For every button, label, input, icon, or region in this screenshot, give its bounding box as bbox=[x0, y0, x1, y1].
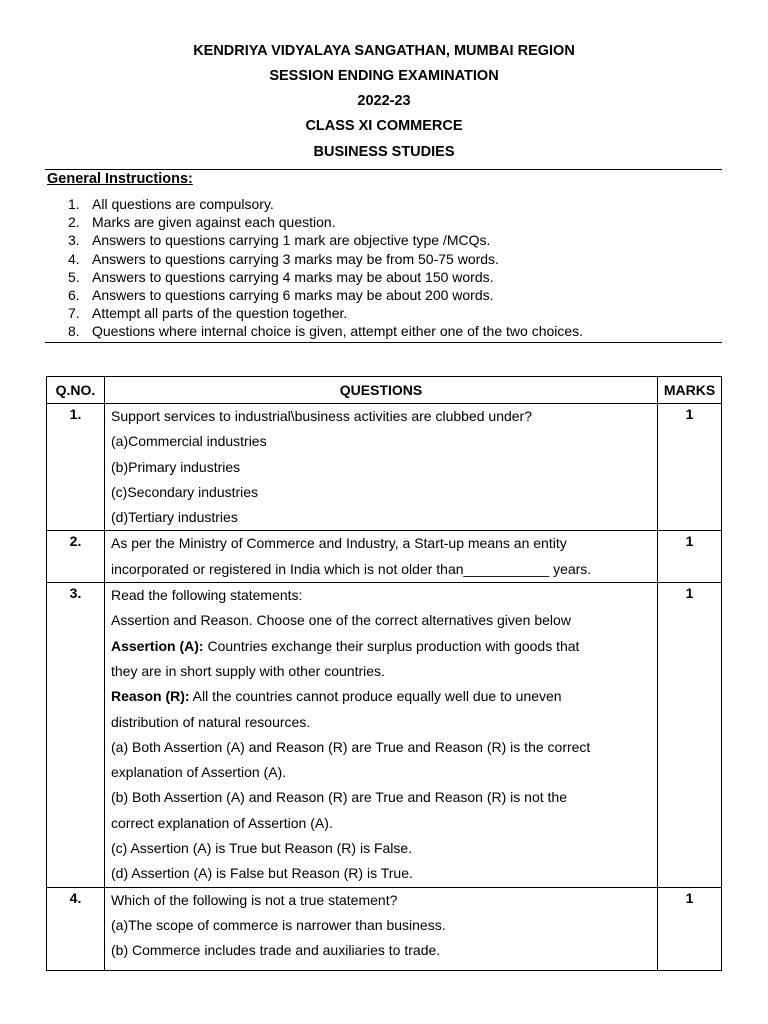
option-line: (a) Both Assertion (A) and Reason (R) are True and Reason (R) is the correct bbox=[111, 738, 591, 755]
instructions-list bbox=[68, 195, 583, 341]
reason-label: Reason (R): bbox=[111, 688, 190, 705]
question-number: 2. bbox=[47, 531, 105, 583]
question-text bbox=[105, 583, 658, 888]
exam-name: SESSION ENDING EXAMINATION bbox=[269, 68, 499, 84]
table-row bbox=[47, 583, 722, 888]
class-name: CLASS XI COMMERCE bbox=[305, 118, 463, 134]
instruction-item: 6. Answers to questions carrying 6 marks may be about 200 words. bbox=[68, 287, 494, 304]
question-marks: 1 bbox=[658, 531, 722, 583]
option-line: (c) Assertion (A) is True but Reason (R) is False. bbox=[111, 840, 413, 857]
table-row bbox=[47, 531, 722, 583]
question-marks: 1 bbox=[658, 887, 722, 970]
option-line: (b)Primary industries bbox=[111, 458, 241, 475]
header-qno: Q.NO. bbox=[47, 377, 105, 404]
header-questions: QUESTIONS bbox=[105, 377, 658, 404]
option-line: (a)The scope of commerce is narrower than business. bbox=[111, 916, 446, 933]
assertion-line: they are in short supply with other countries. bbox=[111, 662, 385, 679]
option-line: (b) Commerce includes trade and auxiliaries to trade. bbox=[111, 942, 441, 959]
table-header-row bbox=[47, 377, 722, 404]
instruction-item: 4. Answers to questions carrying 3 marks may be from 50-75 words. bbox=[68, 250, 499, 267]
question-line: Support services to industrial\business activities are clubbed under? bbox=[111, 408, 533, 424]
instruction-item: 7. Attempt all parts of the question together. bbox=[68, 305, 348, 322]
exam-year: 2022-23 bbox=[357, 93, 411, 109]
question-marks: 1 bbox=[658, 583, 722, 888]
subject-name: BUSINESS STUDIES bbox=[313, 144, 455, 160]
question-line: As per the Ministry of Commerce and Industry, a Start-up means an entity bbox=[111, 535, 567, 552]
question-number: 1. bbox=[47, 404, 105, 531]
school-name: KENDRIYA VIDYALAYA SANGATHAN, MUMBAI REGION bbox=[193, 43, 575, 59]
header-marks: MARKS bbox=[658, 377, 722, 404]
option-line: (d) Assertion (A) is False but Reason (R) is True. bbox=[111, 865, 413, 882]
option-line: (a)Commercial industries bbox=[111, 433, 267, 450]
option-line: (c)Secondary industries bbox=[111, 483, 259, 500]
question-line: Assertion and Reason. Choose one of the correct alternatives given below bbox=[111, 612, 571, 629]
assertion-label: Assertion (A): bbox=[111, 637, 204, 654]
question-text bbox=[105, 404, 658, 531]
question-number: 3. bbox=[47, 583, 105, 888]
table-row bbox=[47, 404, 722, 531]
instruction-item: 8. Questions where internal choice is given, attempt either one of the two choices. bbox=[68, 323, 584, 340]
instruction-item: 2. Marks are given against each question. bbox=[68, 214, 336, 231]
question-text bbox=[105, 531, 658, 583]
instructions-title: General Instructions: bbox=[47, 171, 193, 187]
question-number: 4. bbox=[47, 887, 105, 970]
table-row bbox=[47, 887, 722, 970]
option-line: (d)Tertiary industries bbox=[111, 509, 238, 526]
instruction-item: 1. All questions are compulsory. bbox=[68, 196, 274, 212]
question-line: Which of the following is not a true statement? bbox=[111, 891, 398, 908]
question-line: Read the following statements: bbox=[111, 587, 303, 604]
reason-line: Reason (R): All the countries cannot produce equally well due to uneven bbox=[111, 688, 562, 705]
instructions-divider bbox=[45, 342, 722, 343]
option-line: explanation of Assertion (A). bbox=[111, 764, 287, 781]
question-marks: 1 bbox=[658, 404, 722, 531]
instruction-item: 3. Answers to questions carrying 1 mark are objective type /MCQs. bbox=[68, 232, 491, 249]
question-text bbox=[105, 887, 658, 970]
header-divider bbox=[45, 169, 722, 170]
assertion-line: Assertion (A): Countries exchange their surplus production with goods that bbox=[111, 637, 580, 654]
questions-table bbox=[46, 376, 722, 971]
instruction-item: 5. Answers to questions carrying 4 marks may be about 150 words. bbox=[68, 268, 494, 285]
option-line: (b) Both Assertion (A) and Reason (R) are True and Reason (R) is not the bbox=[111, 789, 567, 806]
reason-line: distribution of natural resources. bbox=[111, 713, 311, 730]
question-line: incorporated or registered in India which is not older than___________ years. bbox=[111, 560, 592, 577]
option-line: correct explanation of Assertion (A). bbox=[111, 814, 333, 831]
